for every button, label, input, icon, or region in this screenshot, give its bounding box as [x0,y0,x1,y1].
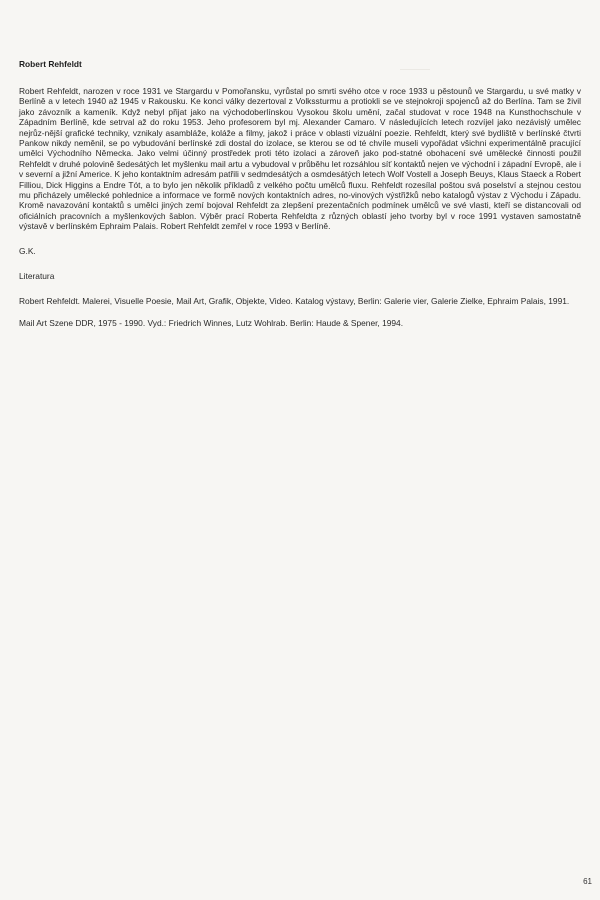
page-content [19,59,581,329]
biography-paragraph: Robert Rehfeldt, narozen v roce 1931 ve Stargardu v Pomořansku, vyrůstal po smrti svého otce v roce 1933 u pěstounů ve Stargardu, u své matky v Berlíně a v letech 1940 až 1945 v Rakousku. Ke konci války dezertoval z Volkssturmu a protiokli se ve stejnokroji spojenců až do Berlína. Tam se živil jako závozník a kameník. Když nebyl přijat jako na východoberlínskou Vysokou školu umění, začal studovat v roce 1948 na Kunsthochschule v Západním Berlíně, kde setrval až do roku 1953. Jeho profesorem byl mj. Alexander Camaro. V následujících letech rozvíjel jako nezávislý umělec nejrůz-nější grafické techniky, vznikaly asambláže, koláže a filmy, jakož i práce v oblasti vizuální poezie. Rehfeldt, který své bydliště v berlínské čtvrti Pankow nikdy neměnil, se po vybudování berlínské zdi dostal do izolace, se kterou se od té chvíle museli vypořádat všichni experimentálně pracující umělci Východního Německa. Jako velmi účinný prostředek proti této izolaci a zároveň jako pod-statné obohacení své umělecké činnosti použil Rehfeldt v druhé polovině šedesátých let myšlenku mail artu a vybudoval v průběhu let rozsáhlou síť kontaktů nejen ve východní i západní Evropě, ale i v severní a jižní Americe. K jeho kontaktním adresám patřili v sedmdesátých a osmdesátých letech Wolf Vostell a Joseph Beuys, Klaus Staeck a Robert Filliou, Dick Higgins a Endre Tót, a to bylo jen několik příkladů z velkého počtu umělců fluxu. Rehfeldt rozesílal poštou svá poselství a stejnou cestou mu přicházely umělecké pohlednice a informace ve formě nových kontaktních adres, no-vinových výstřižků nebo katalogů výstav z Východu i Západu. Kromě navazování kontaktů s umělci jiných zemí bojoval Rehfeldt za zlepšení prezentačních podmínek umělců ve své vlasti, kteří se distancovali od oficiálních pracovních a myšlenkových šablon. Výběr prací Roberta Rehfeldta z různých oblastí jeho tvorby byl v roce 1991 vystaven samostatně výstavě v berlínském Ephraim Palais. Robert Rehfeldt zemřel v roce 1993 v Berlíně. [19,86,581,232]
page-title: Robert Rehfeldt [19,59,82,69]
reference-item: Robert Rehfeldt. Malerei, Visuelle Poesie, Mail Art, Grafik, Objekte, Video. Katalog výstavy, Berlin: Galerie vier, Galerie Zielke, Ephraim Palais, 1991. [19,295,570,306]
literature-heading: Literatura [19,270,55,281]
author-initials: G.K. [19,245,36,256]
page-number: 61 [583,877,592,886]
reference-item: Mail Art Szene DDR, 1975 - 1990. Vyd.: Friedrich Winnes, Lutz Wohlrab. Berlin: Haude & Spener, 1994. [19,318,404,329]
